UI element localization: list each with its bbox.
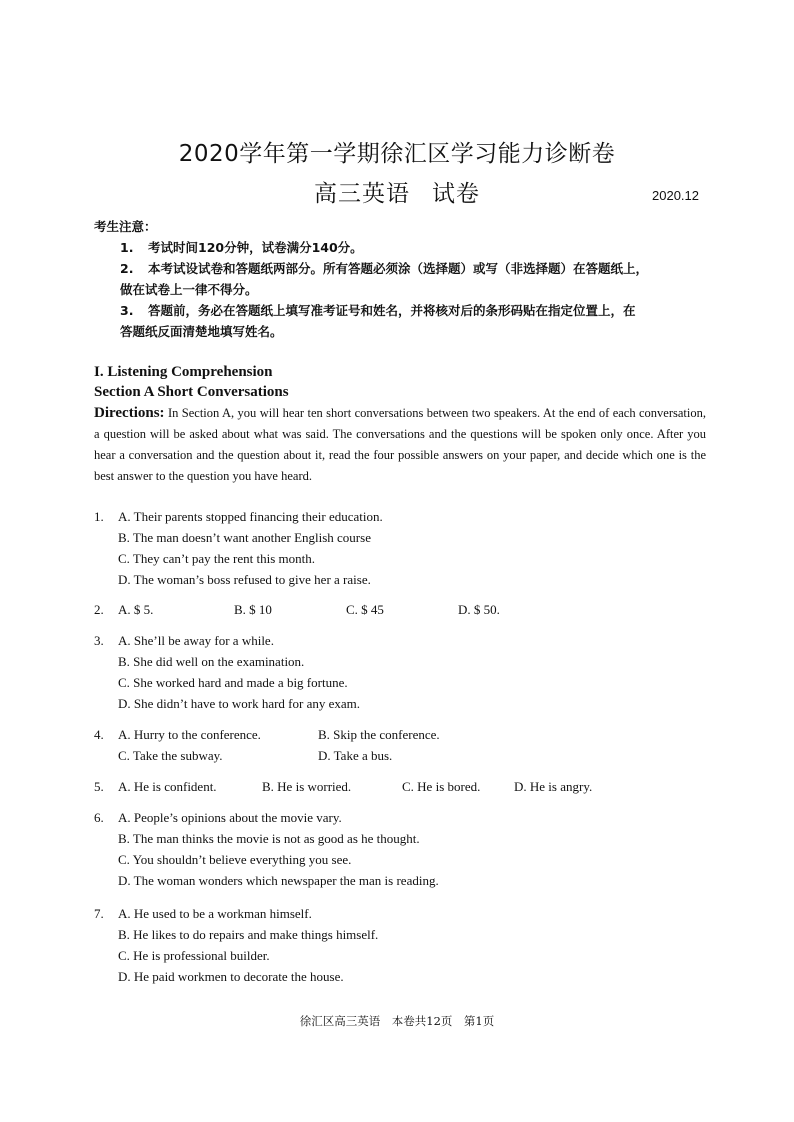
option-a: A. He used to be a workman himself. xyxy=(118,906,312,921)
option-a: A. People’s opinions about the movie vary. xyxy=(118,810,342,825)
option-a: A. Hurry to the conference. xyxy=(118,727,261,742)
option-c: C. You shouldn’t believe everything you see. xyxy=(118,852,352,867)
option-d: D. He is angry. xyxy=(514,779,593,794)
option-d: D. He paid workmen to decorate the house. xyxy=(118,969,344,984)
notice-item-3 xyxy=(94,300,706,321)
candidate-notice xyxy=(94,216,706,342)
question-number: 3. xyxy=(94,633,104,648)
notice-item-2 xyxy=(94,258,706,279)
option-c: C. He is bored. xyxy=(402,779,481,794)
option-a: A. He is confident. xyxy=(118,779,217,794)
option-b: B. Skip the conference. xyxy=(318,727,440,742)
option-d: D. $ 50. xyxy=(458,602,500,617)
notice-item-continuation: 做在试卷上一律不得分。 xyxy=(120,282,258,297)
option-b: B. He is worried. xyxy=(262,779,352,794)
part-title: I. Listening Comprehension xyxy=(94,364,273,380)
directions-label: Directions: xyxy=(94,405,165,421)
option-b: B. $ 10 xyxy=(234,602,272,617)
notice-item-number: 1. xyxy=(120,240,134,255)
directions-text: In Section A, you will hear ten short conversations between two speakers. At the end of each conversation, a question will be asked about what was said. The conversations and the questions will be spoken only once. After you hear a conversation and the question about it, read the four possible answers on your paper, and decide which one is the best answer to the question you have heard. xyxy=(94,406,706,483)
option-c: C. They can’t pay the rent this month. xyxy=(118,551,316,566)
question-number: 5. xyxy=(94,779,104,794)
option-a: A. Their parents stopped financing their education. xyxy=(118,509,383,524)
option-a: A. She’ll be away for a while. xyxy=(118,633,274,648)
option-a: A. $ 5. xyxy=(118,602,154,617)
option-b: B. She did well on the examination. xyxy=(118,654,305,669)
notice-heading: 考生注意： xyxy=(94,219,157,234)
page-footer: 徐汇区高三英语 本卷共12页 第1页 xyxy=(299,1014,495,1028)
notice-item-text: 答题前，务必在答题纸上填写准考证号和姓名，并将核对后的条形码贴在指定位置上，在 xyxy=(148,303,636,318)
option-d: D. The woman’s boss refused to give her a raise. xyxy=(118,572,371,587)
option-b: B. The man doesn’t want another English course xyxy=(118,530,371,545)
section-title: Section A Short Conversations xyxy=(94,384,289,400)
option-c: C. She worked hard and made a big fortune. xyxy=(118,675,348,690)
question-number: 4. xyxy=(94,727,104,742)
option-d: D. Take a bus. xyxy=(318,748,393,763)
option-c: C. Take the subway. xyxy=(118,748,223,763)
exam-title: 2020学年第一学期徐汇区学习能力诊断卷 xyxy=(178,141,616,167)
paper-label: 试卷 xyxy=(432,181,480,207)
notice-item-1 xyxy=(94,237,706,258)
option-b: B. He likes to do repairs and make things himself. xyxy=(118,927,379,942)
question-number: 2. xyxy=(94,602,104,617)
notice-item-text: 考试时间120分钟，试卷满分140分。 xyxy=(148,240,363,255)
question-number: 6. xyxy=(94,810,104,825)
question-number: 1. xyxy=(94,509,104,524)
option-b: B. The man thinks the movie is not as good as he thought. xyxy=(118,831,420,846)
option-c: C. $ 45 xyxy=(346,602,384,617)
notice-item-text: 本考试设试卷和答题纸两部分。所有答题必须涂（选择题）或写（非选择题）在答题纸上， xyxy=(148,261,649,276)
notice-item-number: 2. xyxy=(120,261,134,276)
option-d: D. The woman wonders which newspaper the man is reading. xyxy=(118,873,439,888)
notice-item-number: 3. xyxy=(120,303,134,318)
option-c: C. He is professional builder. xyxy=(118,948,270,963)
exam-date: 2020.12 xyxy=(652,188,699,203)
subject-label: 高三英语 xyxy=(314,181,410,207)
option-d: D. She didn’t have to work hard for any exam. xyxy=(118,696,361,711)
question-number: 7. xyxy=(94,906,104,921)
notice-item-continuation: 答题纸反面清楚地填写姓名。 xyxy=(120,324,283,339)
directions xyxy=(94,403,706,487)
